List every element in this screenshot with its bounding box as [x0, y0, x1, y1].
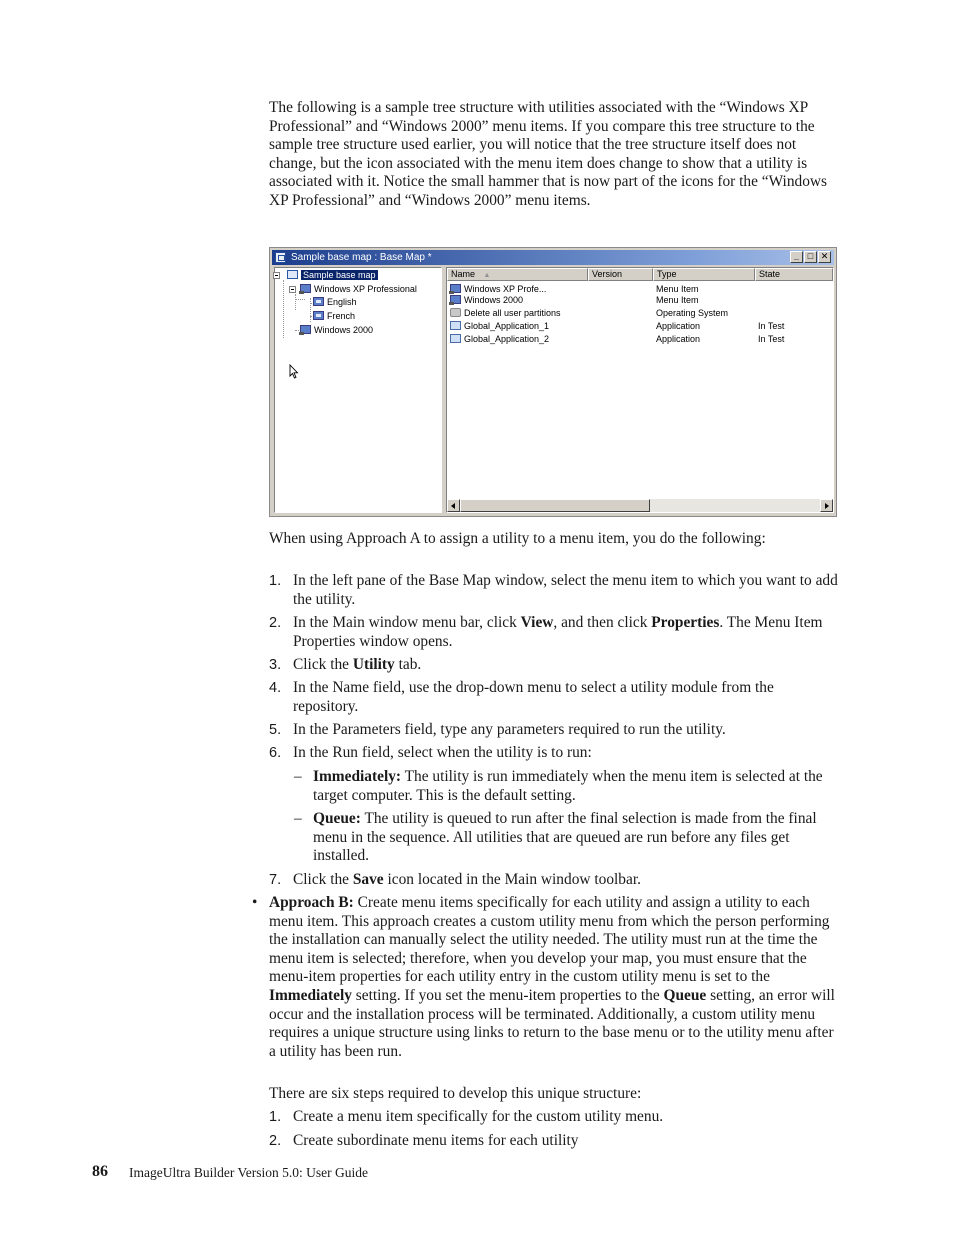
step-a-1: In the left pane of the Base Map window, select the menu item to which you want to add the utility.: [293, 572, 838, 608]
utility-menu-icon: [450, 295, 461, 304]
window-controls: [790, 251, 831, 263]
step-a-7: Click the Save icon located in the Main window toolbar.: [293, 871, 641, 888]
step-a-5: In the Parameters field, type any parameters required to run the utility.: [293, 721, 726, 738]
step-b-1: Create a menu item specifically for the custom utility menu.: [293, 1108, 664, 1125]
row-type-cell: Menu Item: [656, 284, 699, 294]
close-button[interactable]: ✕: [818, 251, 831, 263]
approach-b-paragraph: Approach B: Create menu items specifically for each utility and assign a utility to each menu item. This approach creates a custom utility menu from which the person performing the installation can manually select the utility needed. The utility must run at the time the menu item is selected; therefore, when you develop your map, you must ensure that the menu-item properties for each utility entry in the custom utility menu is set to the Immediately setting. If you set the menu-item properties to the Queue setting, an error will occur and the installation process will be terminated. Additionally, a custom utility menu requires a unique structure using links to return to the base menu or to the utility menu after a utility has been run.: [269, 894, 835, 1060]
row-name-cell: Delete all user partitions: [450, 308, 561, 319]
step-number: 7.: [269, 872, 282, 888]
window-title: Sample base map : Base Map *: [291, 252, 432, 263]
os-icon: [450, 308, 461, 317]
collapse-icon[interactable]: [273, 272, 280, 279]
step-a-3: Click the Utility tab.: [293, 656, 422, 673]
window-titlebar: [272, 250, 834, 265]
step-number: 1.: [269, 1109, 282, 1125]
step-number: 2.: [269, 615, 282, 631]
arrow-left-icon: [451, 503, 455, 509]
tree-node-french[interactable]: [313, 311, 355, 323]
base-map-window: [269, 247, 837, 517]
column-header-name[interactable]: Name ▲: [447, 268, 588, 281]
base-map-icon: [287, 270, 298, 279]
option-queue: Queue: The utility is queued to run after the final selection is made from the final menu in the sequence. All utilities that are queued are run before any files get installed.: [313, 810, 817, 865]
scroll-thumb[interactable]: [460, 499, 650, 512]
tree-node-label: Windows 2000: [314, 325, 374, 335]
option-immediately: Immediately: The utility is run immediately when the menu item is selected at the target computer. This is the default setting.: [313, 768, 823, 804]
tree-root-label: Sample base map: [303, 270, 376, 280]
horizontal-scrollbar[interactable]: [447, 499, 833, 512]
step-b-2: Create subordinate menu items for each utility: [293, 1132, 579, 1149]
tree-pane: [274, 267, 442, 513]
column-header-type[interactable]: Type: [653, 268, 755, 281]
row-type-cell: Application: [656, 321, 701, 331]
tree-node-label: English: [327, 297, 357, 307]
utility-menu-icon: [300, 284, 311, 293]
mouse-cursor-icon: [289, 364, 299, 379]
option-dash: –: [294, 810, 302, 827]
step-number: 4.: [269, 680, 282, 696]
bullet: •: [252, 894, 258, 911]
column-header-state[interactable]: State: [755, 268, 833, 281]
row-type-cell: Application: [656, 334, 701, 344]
minimize-button[interactable]: _: [790, 251, 803, 263]
step-number: 1.: [269, 573, 282, 589]
approach-a-intro: When using Approach A to assign a utility to a menu item, you do the following:: [269, 530, 766, 547]
menu-item-icon: [313, 311, 324, 320]
step-number: 3.: [269, 657, 282, 673]
intro-paragraph: The following is a sample tree structure with utilities associated with the “Windows XP Professional” and “Windows 2000” menu items. If you compare this tree structure to the sample tree structure used earlier, you will notice that the tree structure itself does not change, but the icon associated with the menu item does change to show that a utility is associated with it. Notice the small hammer that is now part of the icons for the “Windows XP Professional” and “Windows 2000” menu items.: [269, 99, 828, 209]
step-number: 6.: [269, 745, 282, 761]
step-a-4: In the Name field, use the drop-down menu to select a utility module from the repository.: [293, 679, 774, 715]
tree-node-label: Windows XP Professional: [314, 284, 417, 294]
row-state-cell: In Test: [758, 334, 785, 344]
option-dash: –: [294, 768, 302, 785]
utility-menu-icon: [300, 325, 311, 334]
app-icon: [450, 321, 461, 330]
row-type-cell: Operating System: [656, 308, 729, 318]
step-number: 5.: [269, 722, 282, 738]
row-type-cell: Menu Item: [656, 295, 699, 305]
sort-ascending-icon: ▲: [483, 272, 491, 279]
window-app-icon: [275, 252, 286, 263]
row-name-cell: Windows 2000: [450, 295, 523, 306]
arrow-right-icon: [825, 503, 829, 509]
maximize-button[interactable]: □: [804, 251, 817, 263]
tree-node-english[interactable]: [313, 297, 357, 309]
collapse-icon[interactable]: [289, 286, 296, 293]
row-name-cell: Global_Application_2: [450, 334, 549, 345]
page-number: 86: [92, 1163, 108, 1180]
tree-node-label: French: [327, 311, 356, 321]
column-header-version[interactable]: Version: [588, 268, 653, 281]
contents-pane: [446, 267, 834, 513]
row-state-cell: In Test: [758, 321, 785, 331]
utility-menu-icon: [450, 284, 461, 293]
step-a-6: In the Run field, select when the utility is to run:: [293, 744, 592, 761]
app-icon: [450, 334, 461, 343]
menu-item-icon: [313, 297, 324, 306]
step-number: 2.: [269, 1133, 282, 1149]
step-a-2: In the Main window menu bar, click View, and then click Properties. The Menu Item Properties window opens.: [293, 614, 823, 650]
scroll-left-button[interactable]: [447, 499, 460, 512]
scroll-right-button[interactable]: [820, 499, 833, 512]
footer-title: ImageUltra Builder Version 5.0: User Guide: [129, 1165, 368, 1180]
six-steps-intro: There are six steps required to develop this unique structure:: [269, 1085, 642, 1102]
row-name-cell: Global_Application_1: [450, 321, 549, 332]
row-name-cell: Windows XP Profe...: [450, 284, 546, 295]
tree-node-windows-2000[interactable]: [300, 325, 373, 337]
